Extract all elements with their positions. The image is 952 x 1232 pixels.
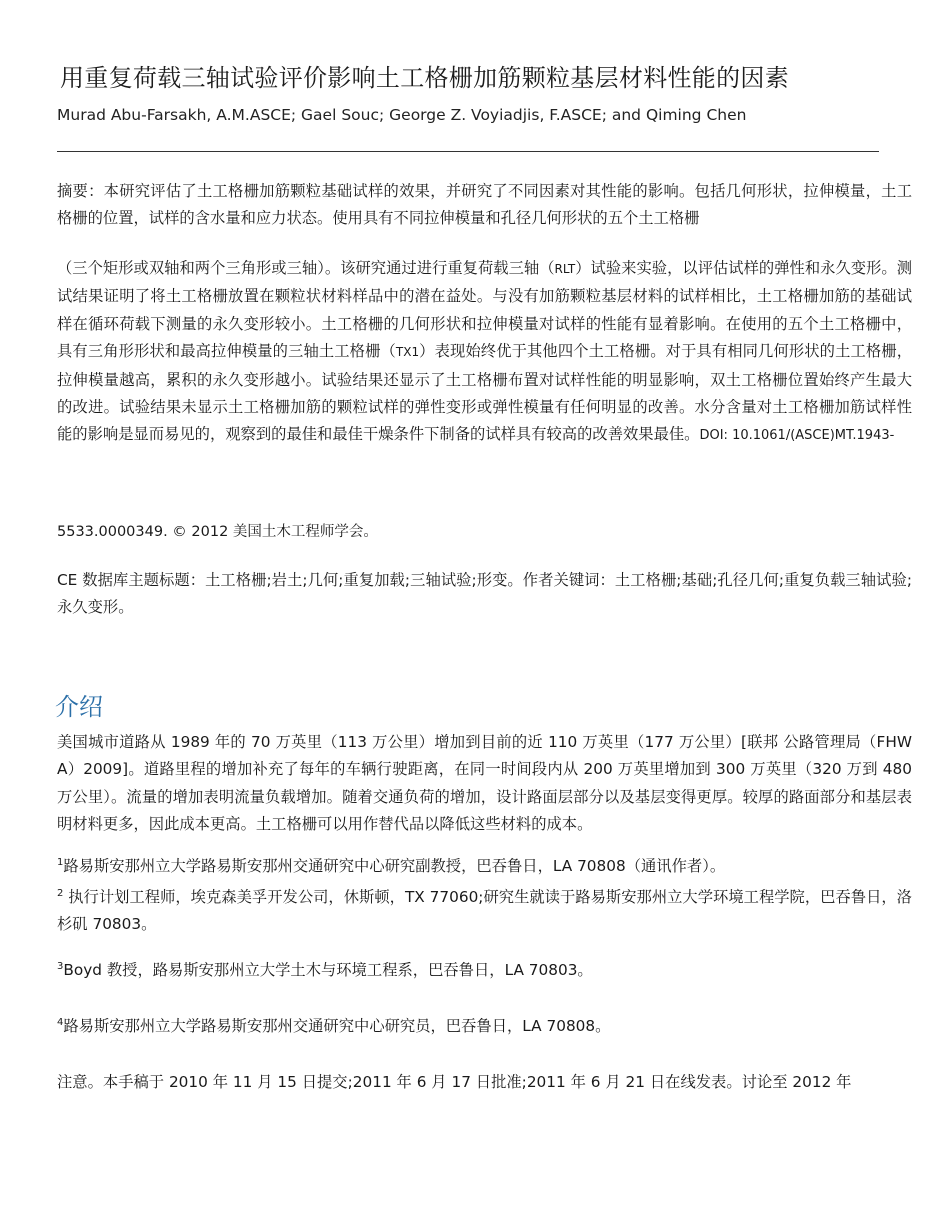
section-heading-introduction: 介绍	[55, 693, 103, 721]
footnote-text-1: 路易斯安那州立大学路易斯安那州交通研究中心研究副教授，巴吞鲁日，LA 70808（通讯作者）。	[63, 857, 726, 875]
footnote-text-4: 路易斯安那州立大学路易斯安那州交通研究中心研究员，巴吞鲁日，LA 70808。	[63, 1017, 611, 1035]
footnote-text-3: Boyd 教授，路易斯安那州立大学土木与环境工程系，巴吞鲁日，LA 70803。	[63, 961, 593, 979]
abstract-text-1: 摘要：本研究评估了土工格栅加筋颗粒基础试样的效果，并研究了不同因素对其性能的影响。包括几何形状，拉伸模量，土工格栅的位置，试样的含水量和应力状态。使用具有不同拉伸模量和孔径几何形状的五个土工格栅	[57, 182, 912, 228]
abstract-part-2	[57, 255, 912, 450]
paper-title: 用重复荷载三轴试验评价影响土工格栅加筋颗粒基层材料性能的因素	[60, 64, 789, 92]
abstract-doi: DOI: 10.1061/(ASCE)MT.1943-	[699, 428, 895, 444]
abstract-part-1	[57, 178, 912, 233]
footnote-marker-3: 3	[57, 960, 64, 972]
author-list: Murad Abu-Farsakh, A.M.ASCE; Gael Souc; George Z. Voyiadjis, F.ASCE; and Qiming Chen	[57, 106, 747, 124]
footnote-marker-4: 4	[57, 1016, 64, 1028]
abstract-text-2a: （三个矩形或双轴和两个三角形或三轴）。该研究通过进行重复荷载三轴（	[57, 259, 555, 277]
submission-note: 注意。本手稿于 2010 年 11 月 15 日提交;2011 年 6 月 17 日批准;2011 年 6 月 21 日在线发表。讨论至 2012 年	[57, 1073, 852, 1091]
keywords: CE 数据库主题标题：土工格栅;岩土;几何;重复加载;三轴试验;形变。作者关键词：土工格栅;基础;孔径几何;重复负载三轴试验;永久变形。	[57, 571, 912, 617]
footnote-1	[57, 853, 912, 880]
footnote-text-2: 执行计划工程师，埃克森美孚开发公司，休斯顿，TX 77060;研究生就读于路易斯安那州立大学环境工程学院，巴吞鲁日，洛杉矶 70803。	[57, 888, 912, 934]
footnote-4	[57, 1013, 912, 1040]
title-divider	[57, 151, 879, 152]
footnote-marker-2: 2	[57, 887, 64, 899]
abstract-doi-continuation: 5533.0000349. © 2012 美国土木工程师学会。	[57, 524, 378, 540]
footnote-2	[57, 884, 912, 939]
abstract-rlt-abbrev: RLT	[554, 262, 576, 276]
footnote-marker-1: 1	[57, 856, 64, 868]
abstract-text-2b: ）试验来实验，以评估试样的弹性和永久变形。测试结果证明了将土工格栅放置在颗粒状材料样品中的潜在益处。与没有加筋颗粒基层材料的试样相比，土工格栅加筋的基础试样在循环荷载下测量的永久变形较小。土工格栅的几何形状和拉伸模量对试样的性能有显着影响。在使用的五个土工格栅中，具有三角形形状和最高拉伸模量的三轴土工格栅（	[57, 259, 912, 361]
abstract-text-2c: ）表现始终优于其他四个土工格栅。对于具有相同几何形状的土工格栅，拉伸模量越高，累积的永久变形越小。试验结果还显示了土工格栅布置对试样性能的明显影响，双土工格栅位置始终产生最大的改进。试验结果未显示土工格栅加筋的颗粒试样的弹性变形或弹性模量有任何明显的改善。水分含量对土工格栅加筋试样性能的影响是显而易见的，观察到的最佳和最佳干燥条件下制备的试样具有较高的改善效果最佳。	[57, 342, 912, 444]
abstract-tx1-abbrev: TX1	[395, 345, 420, 360]
introduction-paragraph: 美国城市道路从 1989 年的 70 万英里（113 万公里）增加到目前的近 110 万英里（177 万公里）[联邦 公路管理局（FHWA）2009]。道路里程的增加补充了每年的车辆行驶距离，在同一时间段内从 200 万英里增加到 300 万英里（320 万到 480 万公里）。流量的增加表明流量负载增加。随着交通负荷的增加，设计路面层部分以及基层变得更厚。较厚的路面部分和基层表明材料更多，因此成本更高。土工格栅可以用作替代品以降低这些材料的成本。	[57, 733, 912, 834]
footnote-3	[57, 957, 912, 984]
